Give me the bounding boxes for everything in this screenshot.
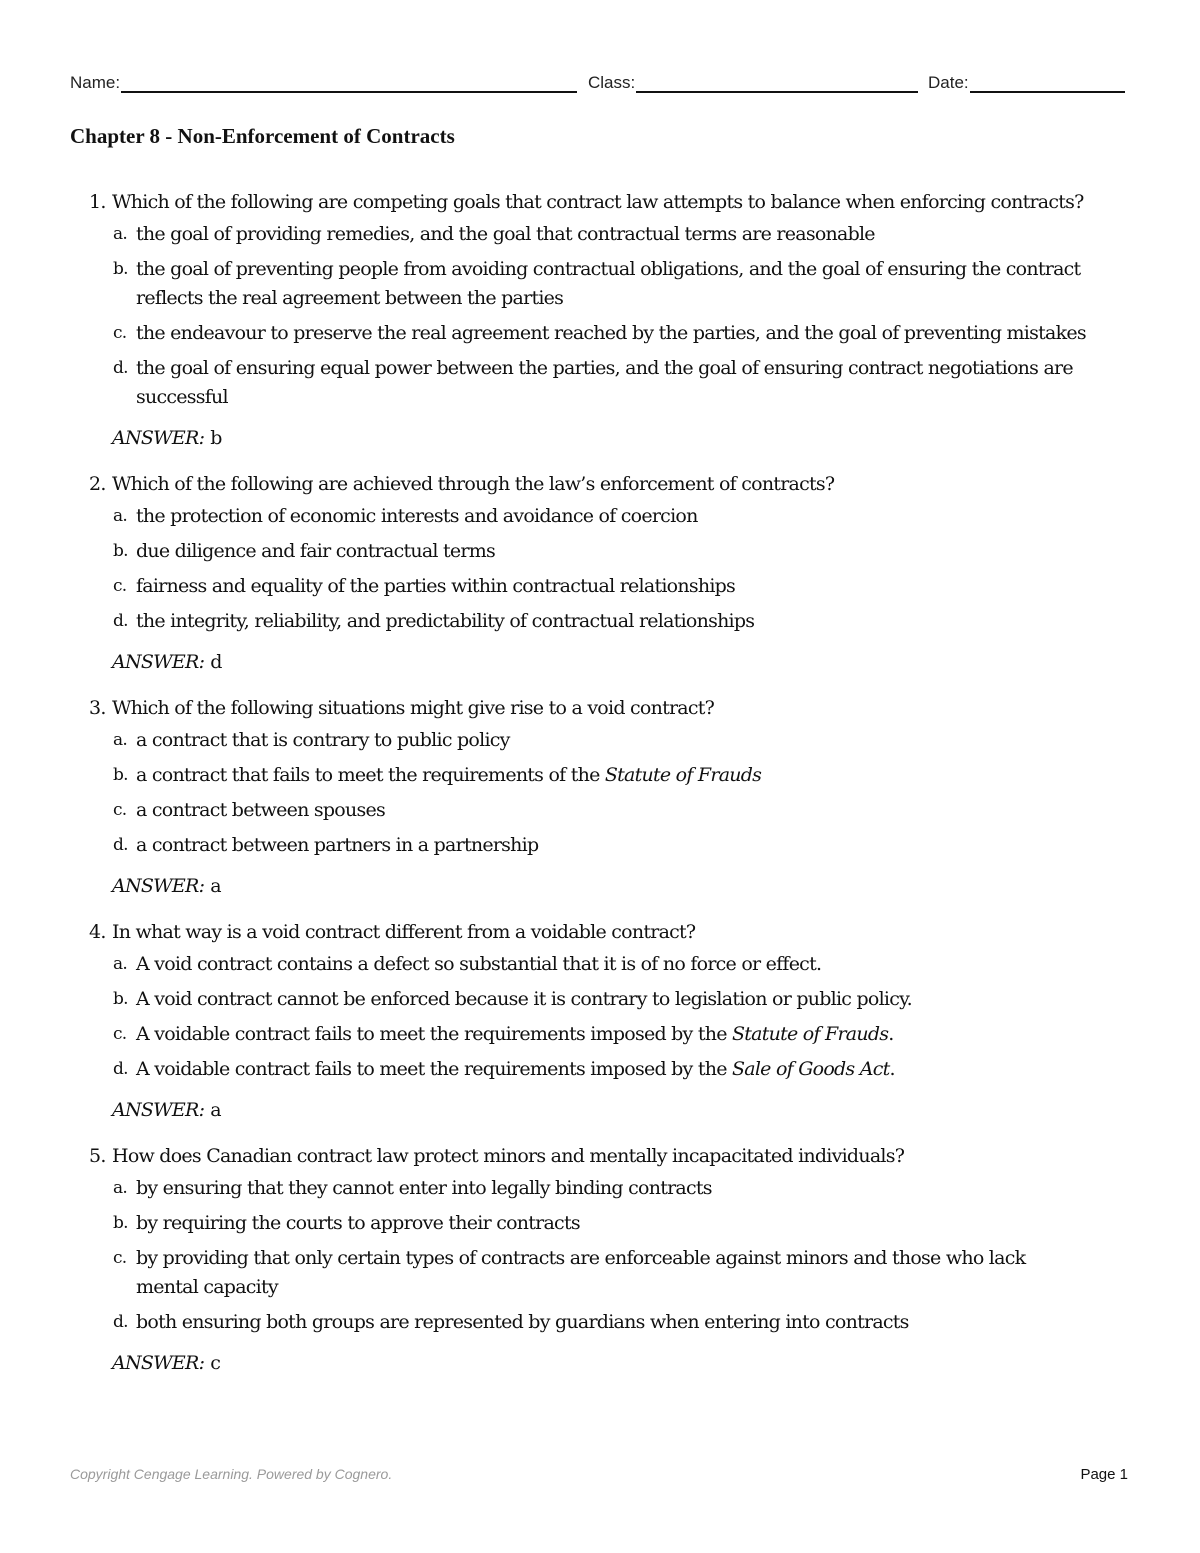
answer-option (0, 255, 1200, 313)
option-suffix: . (888, 1023, 894, 1045)
option-letter: c. (113, 1248, 127, 1268)
answer-key (0, 1096, 1200, 1125)
question-number: 4. (89, 921, 106, 943)
answer-option (0, 1209, 1200, 1238)
option-text: the protection of economic interests and avoidance of coercion (136, 505, 698, 527)
option-letter: d. (113, 1059, 128, 1079)
question-number: 3. (89, 697, 106, 719)
date-blank-line (970, 72, 1125, 93)
answer-options (0, 950, 1200, 1084)
date-label: Date: (928, 73, 969, 92)
question-stem (0, 188, 1200, 217)
option-letter: c. (113, 576, 127, 596)
option-text: a contract between spouses (136, 799, 385, 821)
answer-value: a (210, 1099, 221, 1121)
question-item (0, 1142, 1200, 1378)
class-blank-line (636, 72, 918, 93)
answer-option (0, 950, 1200, 979)
option-letter: d. (113, 358, 128, 378)
option-text: the integrity, reliability, and predictability of contractual relationships (136, 610, 755, 632)
answer-option (0, 1055, 1200, 1084)
option-text: A void contract contains a defect so substantial that it is of no force or effect. (136, 953, 822, 975)
option-letter: b. (113, 989, 128, 1009)
option-text: the goal of ensuring equal power between the parties, and the goal of ensuring contract negotiations are successful (136, 357, 1073, 408)
option-text: both ensuring both groups are represented by guardians when entering into contracts (136, 1311, 909, 1333)
question-item (0, 694, 1200, 901)
question-item (0, 188, 1200, 453)
option-letter: a. (113, 1178, 128, 1198)
answer-option (0, 572, 1200, 601)
worksheet-header (70, 72, 1130, 100)
answer-value: d (210, 651, 222, 673)
answer-value: a (210, 875, 221, 897)
option-letter: b. (113, 765, 128, 785)
answer-option (0, 1308, 1200, 1337)
page-number: Page 1 (1080, 1466, 1128, 1483)
answer-value: c (210, 1352, 221, 1374)
question-stem (0, 470, 1200, 499)
name-blank-line (121, 72, 577, 93)
answer-label: ANSWER: (112, 427, 205, 449)
answer-label: ANSWER: (112, 1099, 205, 1121)
answer-option (0, 319, 1200, 348)
answer-option (0, 607, 1200, 636)
option-italic-title: Statute of Frauds (732, 1023, 889, 1045)
answer-label: ANSWER: (112, 1352, 205, 1374)
chapter-title: Chapter 8 - Non-Enforcement of Contracts (70, 124, 455, 148)
answer-options (0, 1174, 1200, 1337)
option-letter: b. (113, 259, 128, 279)
question-text: Which of the following are competing goals that contract law attempts to balance when enforcing contracts? (112, 191, 1084, 213)
answer-key (0, 424, 1200, 453)
answer-label: ANSWER: (112, 651, 205, 673)
date-field (928, 72, 1125, 93)
answer-options (0, 726, 1200, 860)
option-letter: b. (113, 541, 128, 561)
answer-key (0, 1349, 1200, 1378)
answer-options (0, 220, 1200, 412)
answer-label: ANSWER: (112, 875, 205, 897)
answer-option (0, 985, 1200, 1014)
option-text: by ensuring that they cannot enter into legally binding contracts (136, 1177, 712, 1199)
question-text: Which of the following are achieved through the law’s enforcement of contracts? (112, 473, 835, 495)
answer-option (0, 537, 1200, 566)
answer-option (0, 761, 1200, 790)
option-text: the endeavour to preserve the real agreement reached by the parties, and the goal of preventing mistakes (136, 322, 1086, 344)
question-number: 5. (89, 1145, 106, 1167)
question-text: How does Canadian contract law protect minors and mentally incapacitated individuals? (112, 1145, 905, 1167)
answer-options (0, 502, 1200, 636)
option-text: a contract that fails to meet the requirements of the (136, 764, 605, 786)
option-suffix: . (889, 1058, 895, 1080)
option-text: fairness and equality of the parties within contractual relationships (136, 575, 736, 597)
question-item (0, 918, 1200, 1125)
answer-key (0, 872, 1200, 901)
option-text: due diligence and fair contractual terms (136, 540, 496, 562)
option-text: A voidable contract fails to meet the requirements imposed by the (136, 1023, 732, 1045)
name-field (70, 72, 577, 93)
option-letter: a. (113, 730, 128, 750)
question-stem (0, 1142, 1200, 1171)
option-letter: d. (113, 835, 128, 855)
option-text: the goal of preventing people from avoiding contractual obligations, and the goal of ensuring the contract reflects the real agreement between the parties (136, 258, 1081, 309)
question-text: In what way is a void contract different from a voidable contract? (112, 921, 696, 943)
answer-option (0, 1174, 1200, 1203)
option-letter: c. (113, 800, 127, 820)
option-letter: d. (113, 1312, 128, 1332)
name-label: Name: (70, 73, 121, 92)
answer-option (0, 831, 1200, 860)
answer-option (0, 1020, 1200, 1049)
question-number: 2. (89, 473, 106, 495)
option-text: by providing that only certain types of contracts are enforceable against minors and those who lack mental capacity (136, 1247, 1026, 1298)
class-label: Class: (588, 73, 636, 92)
option-letter: d. (113, 611, 128, 631)
answer-value: b (210, 427, 222, 449)
option-text: by requiring the courts to approve their contracts (136, 1212, 580, 1234)
option-letter: a. (113, 506, 128, 526)
option-text: a contract that is contrary to public policy (136, 729, 510, 751)
answer-option (0, 502, 1200, 531)
option-letter: c. (113, 323, 127, 343)
answer-option (0, 726, 1200, 755)
question-stem (0, 694, 1200, 723)
question-text: Which of the following situations might give rise to a void contract? (112, 697, 715, 719)
option-letter: c. (113, 1024, 127, 1044)
option-italic-title: Statute of Frauds (604, 764, 762, 786)
option-text: A void contract cannot be enforced because it is contrary to legislation or public policy. (136, 988, 912, 1010)
question-item (0, 470, 1200, 677)
question-stem (0, 918, 1200, 947)
answer-option (0, 1244, 1200, 1302)
option-text: a contract between partners in a partnership (136, 834, 539, 856)
answer-key (0, 648, 1200, 677)
option-letter: a. (113, 224, 128, 244)
option-text: the goal of providing remedies, and the goal that contractual terms are reasonable (136, 223, 875, 245)
answer-option (0, 354, 1200, 412)
option-letter: a. (113, 954, 128, 974)
question-number: 1. (89, 191, 106, 213)
answer-option (0, 796, 1200, 825)
class-field (588, 72, 918, 93)
option-letter: b. (113, 1213, 128, 1233)
answer-option (0, 220, 1200, 249)
footer-copyright: Copyright Cengage Learning. Powered by Cognero. (70, 1466, 393, 1482)
option-text: A voidable contract fails to meet the requirements imposed by the (136, 1058, 732, 1080)
question-list (0, 188, 1200, 1395)
option-italic-title: Sale of Goods Act (732, 1058, 890, 1080)
